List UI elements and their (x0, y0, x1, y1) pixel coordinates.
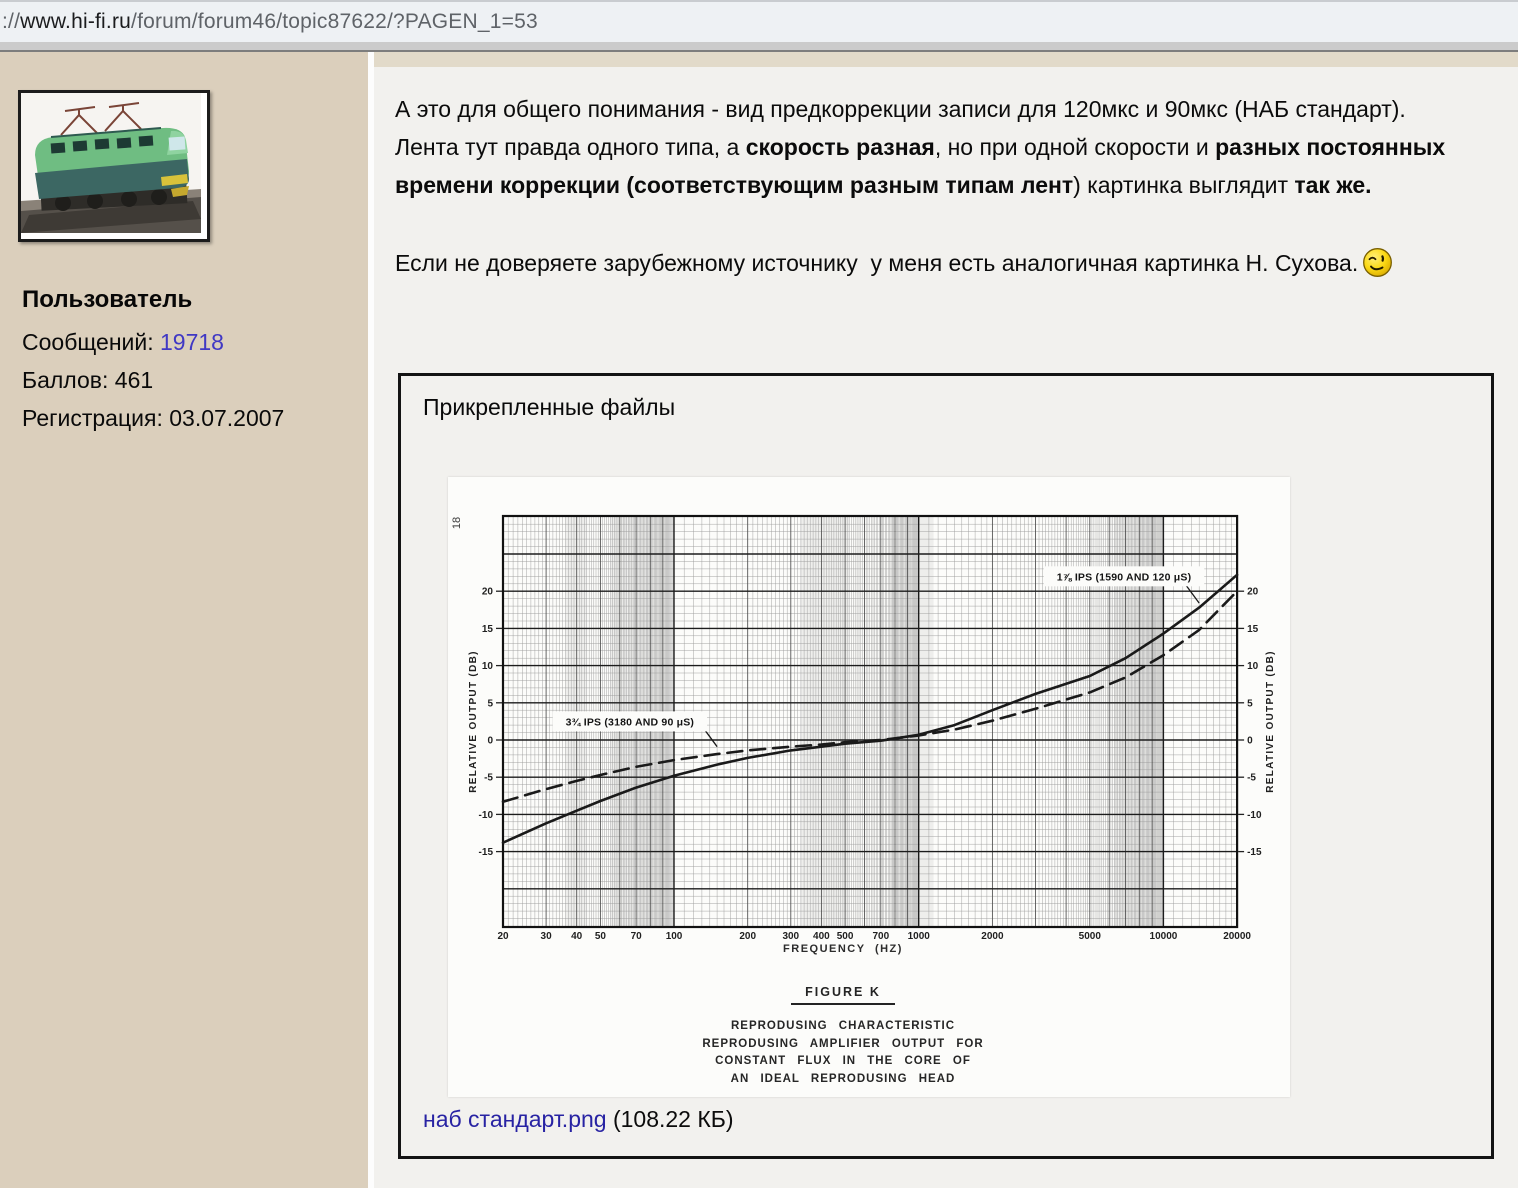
svg-text:0: 0 (487, 735, 493, 747)
svg-text:10: 10 (481, 661, 493, 673)
svg-text:400: 400 (813, 931, 830, 942)
attachment-file-row (423, 1106, 734, 1133)
svg-text:3¾ IPS (3180 AND 90 μS): 3¾ IPS (3180 AND 90 μS) (565, 716, 695, 729)
url-prefix: :// (2, 10, 21, 33)
svg-text:18: 18 (451, 516, 463, 530)
attachment-image-preview[interactable] (448, 477, 1290, 1097)
url-domain: www.hi-fi.ru (20, 10, 132, 33)
registration-label: Регистрация: (22, 405, 170, 431)
chart-caption-line: REPRODUSING CHARACTERISTIC (730, 1020, 956, 1032)
chart-caption-line: REPRODUSING AMPLIFIER OUTPUT FOR (702, 1037, 984, 1050)
post-paragraph-2 (395, 244, 1517, 282)
attachment-file-link[interactable]: наб стандарт.png (423, 1106, 607, 1132)
svg-text:20: 20 (1247, 586, 1259, 598)
svg-text:1000: 1000 (907, 931, 930, 942)
avatar (18, 90, 210, 242)
user-info-sidebar (0, 52, 368, 1188)
svg-text:5: 5 (1247, 698, 1253, 710)
browser-toolbar-divider (0, 42, 1518, 52)
svg-text:70: 70 (630, 931, 642, 942)
post-header-strip (374, 52, 1518, 67)
post-paragraph-1: А это для общего понимания - вид предкоррекции записи для 120мкс и 90мкс (НАБ стандарт). Лента тут правда одного типа, а скорость разная, но при одной скорости и разных постоянных времени коррекции (соответствующим разным типам лент) картинка выглядит так же. (395, 96, 1446, 198)
chart-x-axis-title: FREQUENCY (HZ) (783, 943, 903, 955)
chart-caption-line: CONSTANT FLUX IN THE CORE OF (715, 1055, 971, 1067)
svg-text:10: 10 (1247, 661, 1259, 673)
svg-text:20000: 20000 (1223, 931, 1252, 942)
attachments-title: Прикрепленные файлы (423, 394, 676, 420)
post-paragraph-2-text: Если не доверяете зарубежному источнику у меня есть аналогичная картинка Н. Сухова. (395, 250, 1359, 276)
svg-text:1⅞ IPS (1590 AND 120 μS): 1⅞ IPS (1590 AND 120 μS) (1056, 571, 1192, 584)
url-text (2, 2, 538, 42)
chart-figure-title: FIGURE K (448, 983, 1238, 1005)
svg-text:RELATIVE OUTPUT (DB): RELATIVE OUTPUT (DB) (468, 650, 479, 793)
svg-text:0: 0 (1247, 735, 1253, 747)
user-messages-row (22, 329, 224, 356)
messages-label: Сообщений: (22, 329, 160, 355)
svg-text:-15: -15 (1247, 847, 1262, 859)
svg-text:200: 200 (739, 931, 757, 942)
svg-text:40: 40 (571, 931, 583, 942)
attachment-file-size: (108.22 КБ) (606, 1106, 734, 1132)
user-points-row (22, 367, 153, 394)
svg-text:10000: 10000 (1149, 931, 1178, 942)
chart-caption-line: AN IDEAL REPRODUSING HEAD (730, 1072, 956, 1085)
svg-text:300: 300 (782, 931, 800, 942)
messages-count-link[interactable]: 19718 (160, 329, 224, 355)
avatar-train-image (21, 93, 201, 233)
svg-text:700: 700 (872, 931, 890, 942)
attachments-box (398, 373, 1494, 1159)
svg-text:50: 50 (594, 931, 606, 942)
svg-text:5000: 5000 (1078, 931, 1101, 942)
user-role-label: Пользователь (22, 286, 193, 313)
svg-text:RELATIVE OUTPUT (DB): RELATIVE OUTPUT (DB) (1265, 650, 1277, 793)
points-label: Баллов: (22, 367, 115, 393)
svg-text:-5: -5 (484, 772, 493, 784)
svg-text:2000: 2000 (981, 931, 1004, 942)
registration-value: 03.07.2007 (169, 405, 285, 431)
svg-text:15: 15 (1247, 623, 1259, 635)
svg-text:30: 30 (540, 931, 552, 942)
svg-text:-15: -15 (478, 847, 493, 859)
url-path: /forum/forum46/topic87622/?PAGEN_1=53 (131, 10, 538, 33)
user-registration-row (22, 405, 284, 432)
svg-text:-10: -10 (1247, 809, 1262, 821)
svg-text:-10: -10 (478, 809, 493, 821)
browser-address-bar[interactable] (0, 0, 1518, 42)
post-content-area (374, 52, 1518, 1188)
svg-text:20: 20 (497, 931, 509, 942)
svg-text:5: 5 (487, 698, 493, 710)
svg-text:-5: -5 (1247, 772, 1257, 784)
points-value: 461 (114, 367, 154, 393)
wink-smiley-icon (1362, 247, 1393, 278)
chart-caption (448, 1018, 1238, 1088)
svg-text:15: 15 (481, 623, 493, 635)
svg-text:20: 20 (481, 586, 493, 598)
svg-text:500: 500 (836, 931, 854, 942)
svg-text:100: 100 (665, 931, 683, 942)
